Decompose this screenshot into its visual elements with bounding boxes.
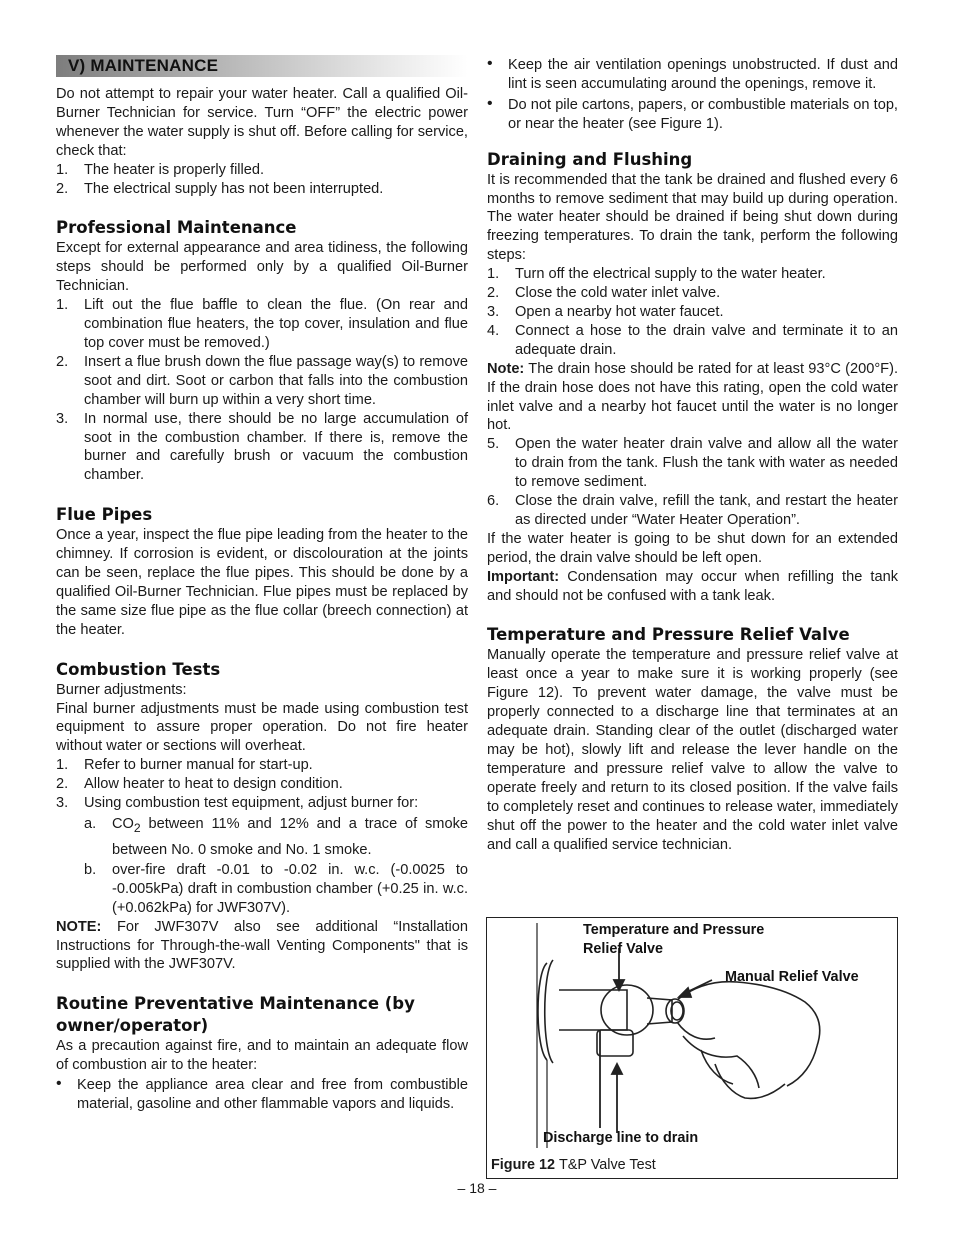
routine-bullets: [56, 1076, 468, 1114]
bullet-item: • Keep the appliance area clear and free from combustible material, gasoline and other flammable vapors and liquids.: [56, 1075, 468, 1113]
label-manual-relief-valve: Manual Relief Valve: [725, 969, 859, 985]
combustion-list: [56, 756, 468, 813]
paragraph: Manually operate the temperature and pressure relief valve at least once a year to make sure it is working properly (see Figure 12). To prevent water damage, the valve must be properly connected to a discharge line that terminates at an adequate drain. Standing clear of the outlet (discharged water may be hot), slowly lift and release the lever handle on the temperature and pressure relief valve to allow the valve to operate freely and return to its closed position. If the valve fails to completely reset and continues to release water, immediately shut off the power to the heater and the cold water inlet valve and call a qualified service technician.: [487, 647, 898, 853]
paragraph: If the water heater is going to be shut down for an extended period, the drain valve should be left open.: [487, 530, 898, 566]
heading-draining-flushing: Draining and Flushing: [487, 149, 693, 169]
heading-routine-maintenance: Routine Preventative Maintenance (by owner/operator): [56, 994, 415, 1036]
list-item: 3. Using combustion test equipment, adjust burner for:: [56, 795, 419, 812]
intro-paragraph: Do not attempt to repair your water heater. Call a qualified Oil-Burner Technician for service. Turn “OFF” the electric power whenever the water supply is shut off. Before calling for service, check that:: [56, 86, 468, 159]
bullet-item: • Keep the air ventilation openings unobstructed. If dust and lint is seen accumulating around the openings, remove it.: [487, 55, 898, 92]
paragraph: Except for external appearance and area tidiness, the following steps should be performed only by a qualified Oil-Burner Technician.: [56, 240, 468, 295]
paragraph: Burner adjustments:: [56, 681, 187, 698]
heading-professional-maintenance: Professional Maintenance: [56, 218, 297, 238]
note-paragraph: NOTE: For JWF307V also see additional “Installation Instructions for Through-the-wall Venting Components" that is supplied with the JWF307V.: [56, 918, 468, 973]
note-paragraph: Note: The drain hose should be rated for at least 93°C (200°F). If the drain hose does not have this rating, open the cold water inlet valve and a nearby hot faucet until the water is no longer hot.: [487, 360, 898, 434]
heading-combustion-tests: Combustion Tests: [56, 659, 221, 679]
list-item: 1. Refer to burner manual for start-up.: [56, 757, 313, 774]
right-column: [487, 56, 898, 854]
heading-flue-pipes: Flue Pipes: [56, 505, 153, 525]
list-item: 1. The heater is properly filled.: [56, 161, 265, 178]
figure-caption: Figure 12 T&P Valve Test: [491, 1157, 656, 1174]
paragraph: It is recommended that the tank be drained and flushed every 6 months to remove sediment that may build up during operation. The water heater should be drained if being shut down during freezing temperatures. To drain the tank, perform the following steps:: [487, 171, 898, 264]
paragraph: Final burner adjustments must be made using combustion test equipment to assure proper operation. Do not fire heater without water or sections will overheat.: [56, 700, 468, 755]
heading-tp-relief-valve: Temperature and Pressure Relief Valve: [487, 625, 850, 645]
paragraph: Once a year, inspect the flue pipe leading from the heater to the chimney. If corrosion is evident, or discolouration at the joints can be seen, replace the flue pipes. This should be done by a qualified Oil-Burner Technician. Flue pipes must be replaced by the same size flue pipe as the flue collar (breech connection) at the heater.: [56, 527, 468, 638]
figure-12: [486, 917, 898, 1179]
draining-list-continued: [487, 435, 898, 530]
combustion-sublist: [56, 813, 468, 918]
list-item: b. over-fire draft -0.01 to -0.02 in. w.c. (-0.0025 to -0.005kPa) draft in combustion chamber (+0.25 in. w.c. (+0.062kPa) for JWF307V).: [84, 861, 468, 916]
section-title: V) MAINTENANCE: [56, 55, 468, 77]
list-item: 2. Close the cold water inlet valve.: [487, 285, 721, 302]
intro-list: [56, 161, 468, 199]
list-item: 3. In normal use, there should be no large accumulation of soot in the combustion chamber. If there is, remove the burner and carefully brush or vacuum the combustion chamber.: [56, 410, 468, 484]
list-item: 1. Turn off the electrical supply to the water heater.: [487, 266, 826, 283]
routine-bullets-continued: [487, 56, 898, 134]
list-item: 2. Insert a flue brush down the flue passage way(s) to remove soot and dirt. Soot or carbon that falls into the combustion chamber will burn up within a very short time.: [56, 353, 468, 408]
label-tp-valve: Temperature and Pressure Relief Valve: [583, 922, 765, 957]
page-number: – 18 –: [457, 1180, 497, 1196]
professional-list: [56, 296, 468, 485]
bullet-item: • Do not pile cartons, papers, or combustible materials on top, or near the heater (see Figure 1).: [487, 94, 898, 132]
list-item: 2. Allow heater to heat to design condition.: [56, 776, 343, 793]
list-item: a. $CO_2$ between 11% and 12% and a trace of smoke between No. 0 smoke and No. 1 smoke.: [84, 816, 468, 858]
draining-list: [487, 265, 898, 360]
important-paragraph: Important: Condensation may occur when refilling the tank and should not be confused with a tank leak.: [487, 568, 898, 604]
label-discharge-line: Discharge line to drain: [543, 1130, 699, 1146]
left-column: [56, 55, 468, 1116]
list-item: 4. Connect a hose to the drain valve and terminate it to an adequate drain.: [487, 322, 898, 358]
list-item: 1. Lift out the flue baffle to clean the flue. (On rear and combination flue heaters, the top cover, insulation and flue top cover must be removed.): [56, 297, 468, 351]
list-item: 3. Open a nearby hot water faucet.: [487, 303, 724, 320]
paragraph: As a precaution against fire, and to maintain an adequate flow of combustion air to the heater:: [56, 1038, 468, 1074]
list-item: 6. Close the drain valve, refill the tank, and restart the heater as directed under “Water Heater Operation”.: [487, 493, 898, 528]
list-item: 2. The electrical supply has not been interrupted.: [56, 180, 384, 197]
list-item: 5. Open the water heater drain valve and allow all the water to drain from the tank. Flush the tank with water as needed to remove sediment.: [487, 436, 898, 491]
